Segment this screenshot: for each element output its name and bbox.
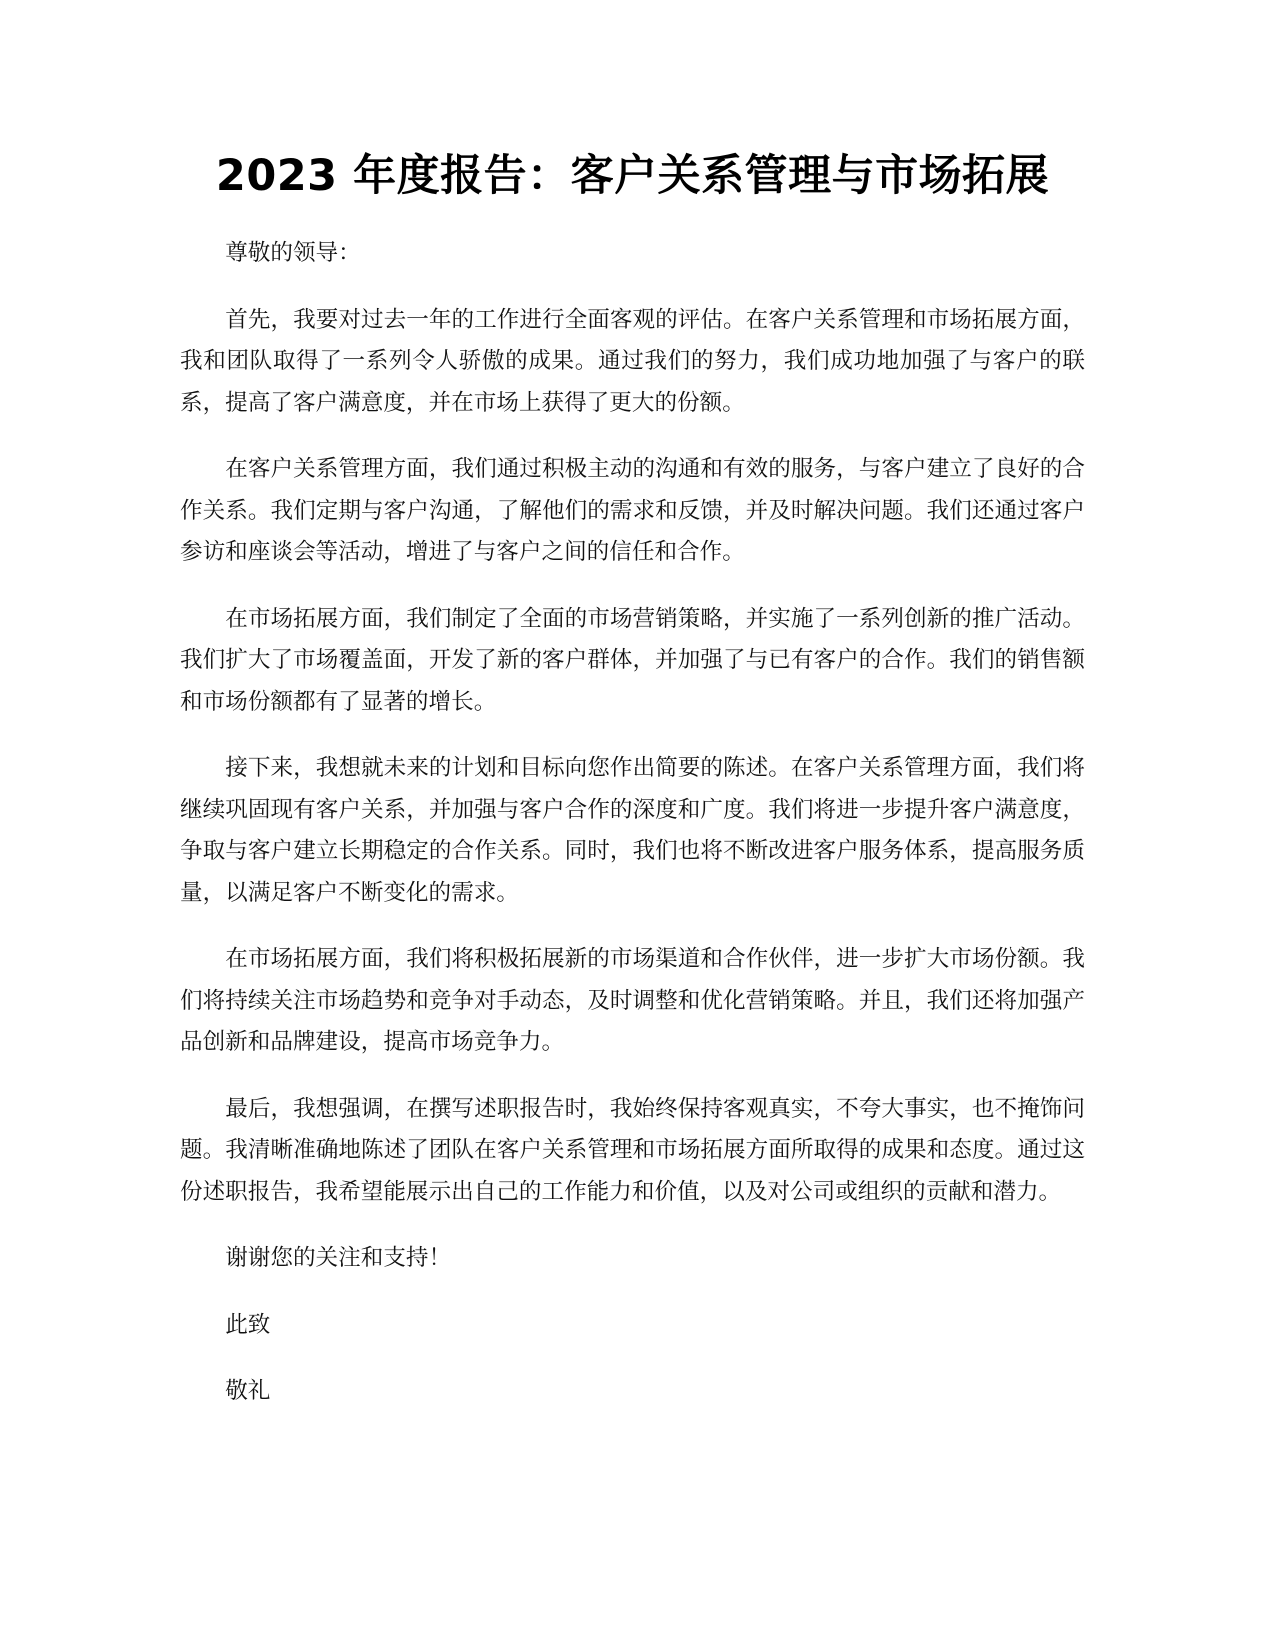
paragraph-market-expansion: 在市场拓展方面，我们制定了全面的市场营销策略，并实施了一系列创新的推广活动。我们扩大了市场覆盖面，开发了新的客户群体，并加强了与已有客户的合作。我们的销售额和市场份额都有了显著的增长。: [180, 605, 1085, 715]
closing-line-2: 敬礼: [225, 1378, 271, 1404]
paragraph-conclusion: 最后，我想强调，在撰写述职报告时，我始终保持客观真实，不夸大事实，也不掩饰问题。我清晰准确地陈述了团队在客户关系管理和市场拓展方面所取得的成果和态度。通过这份述职报告，我希望能展示出自己的工作能力和价值，以及对公司或组织的贡献和潜力。: [180, 1095, 1085, 1205]
document-body: [180, 233, 1085, 1438]
closing-line-1: 此致: [225, 1311, 271, 1338]
salutation: 尊敬的领导：: [225, 240, 361, 266]
document-title: 2023 年度报告：客户关系管理与市场拓展: [215, 151, 1050, 201]
thanks-line: 谢谢您的关注和支持！: [225, 1245, 452, 1271]
paragraph-future-crm: 接下来，我想就未来的计划和目标向您作出简要的陈述。在客户关系管理方面，我们将继续巩固现有客户关系，并加强与客户合作的深度和广度。我们将进一步提升客户满意度，争取与客户建立长期稳定的合作关系。同时，我们也将不断改进客户服务体系，提高服务质量，以满足客户不断变化的需求。: [180, 755, 1085, 906]
paragraph-future-market: 在市场拓展方面，我们将积极拓展新的市场渠道和合作伙伴，进一步扩大市场份额。我们将持续关注市场趋势和竞争对手动态，及时调整和优化营销策略。并且，我们还将加强产品创新和品牌建设，提高市场竞争力。: [180, 946, 1085, 1055]
document-page: [180, 0, 1085, 1650]
paragraph-crm: 在客户关系管理方面，我们通过积极主动的沟通和有效的服务，与客户建立了良好的合作关系。我们定期与客户沟通，了解他们的需求和反馈，并及时解决问题。我们还通过客户参访和座谈会等活动，增进了与客户之间的信任和合作。: [180, 456, 1085, 565]
paragraph-evaluation: 首先，我要对过去一年的工作进行全面客观的评估。在客户关系管理和市场拓展方面，我和团队取得了一系列令人骄傲的成果。通过我们的努力，我们成功地加强了与客户的联系，提高了客户满意度，并在市场上获得了更大的份额。: [180, 306, 1085, 416]
